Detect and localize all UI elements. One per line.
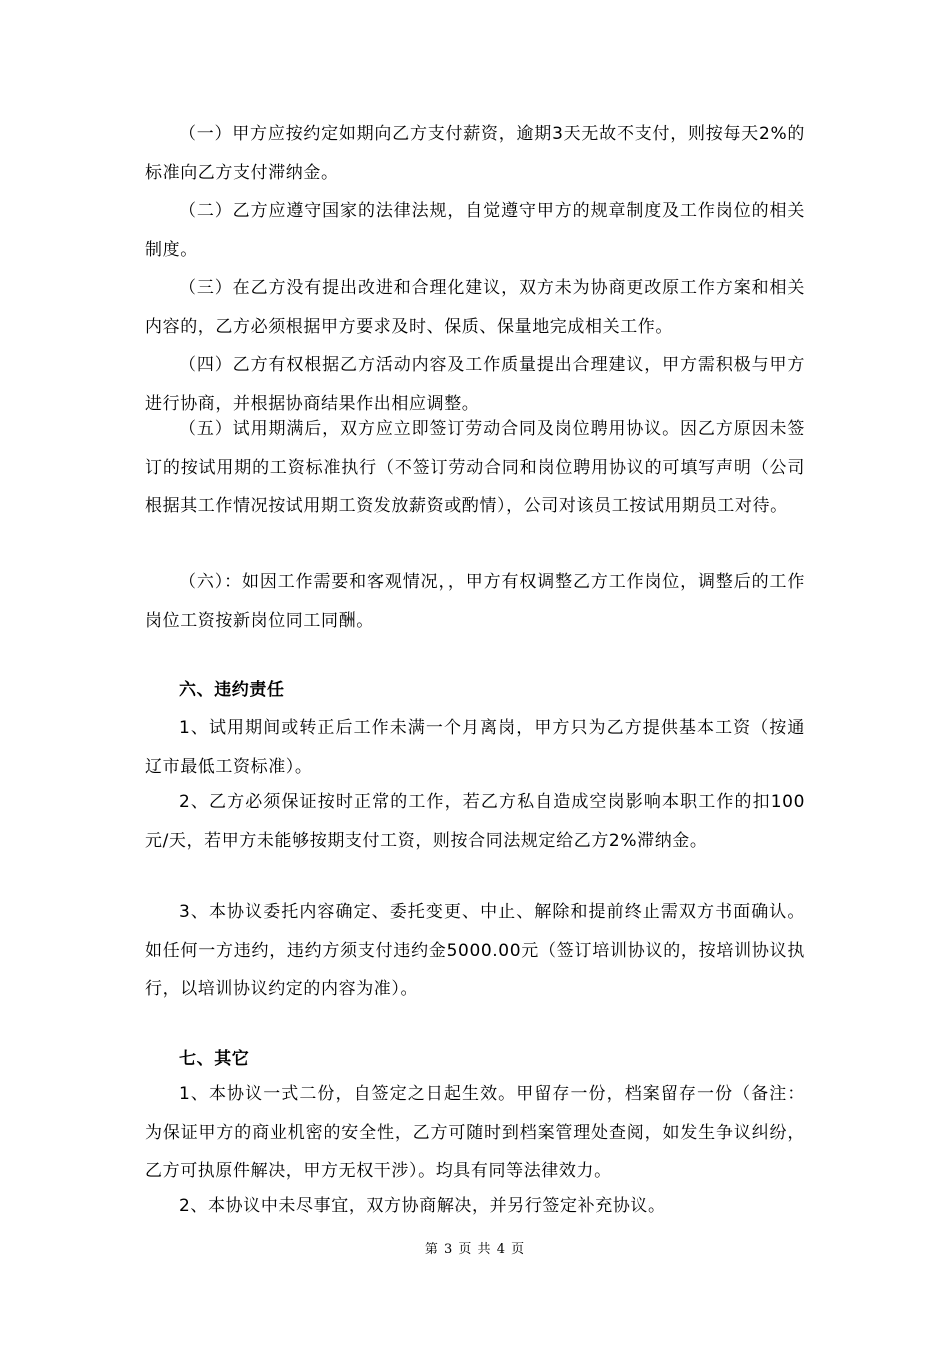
page-number-footer: 第 3 页 共 4 页 [424,1242,526,1257]
section-heading-other: 七、其它 [179,1049,250,1069]
clause-1: （一）甲方应按约定如期向乙方支付薪资，逾期3天无故不支付，则按每天2%的标准向乙方支付滞纳金。 [145,124,805,183]
breach-clause-2: 2、乙方必须保证按时正常的工作，若乙方私自造成空岗影响本职工作的扣100元/天，若甲方未能够按期支付工资，则按合同法规定给乙方2%滞纳金。 [145,792,805,851]
breach-clause-1: 1、试用期间或转正后工作未满一个月离岗，甲方只为乙方提供基本工资（按通辽市最低工资标准）。 [145,718,805,777]
section-heading-breach: 六、违约责任 [179,680,285,700]
clause-3: （三）在乙方没有提出改进和合理化建议，双方未为协商更改原工作方案和相关内容的，乙方必须根据甲方要求及时、保质、保量地完成相关工作。 [145,278,805,337]
other-clause-2: 2、本协议中未尽事宜，双方协商解决，并另行签定补充协议。 [179,1196,666,1216]
other-clause-1: 1、本协议一式二份，自签定之日起生效。甲留存一份，档案留存一份（备注：为保证甲方的商业机密的安全性，乙方可随时到档案管理处查阅，如发生争议纠纷，乙方可执原件解决，甲方无权干涉）。均具有同等法律效力。 [145,1084,805,1181]
clause-6: （六）：如因工作需要和客观情况，，甲方有权调整乙方工作岗位，调整后的工作岗位工资按新岗位同工同酬。 [145,572,805,631]
breach-clause-3: 3、本协议委托内容确定、委托变更、中止、解除和提前终止需双方书面确认。如任何一方违约，违约方须支付违约金5000.00元（签订培训协议的，按培训协议执行，以培训协议约定的内容为准）。 [145,902,805,999]
clause-5: （五）试用期满后，双方应立即签订劳动合同及岗位聘用协议。因乙方原因未签订的按试用期的工资标准执行（不签订劳动合同和岗位聘用协议的可填写声明（公司根据其工作情况按试用期工资发放薪资或酌情），公司对该员工按试用期员工对待。 [145,419,805,516]
clause-2: （二）乙方应遵守国家的法律法规，自觉遵守甲方的规章制度及工作岗位的相关制度。 [145,201,805,260]
clause-4: （四）乙方有权根据乙方活动内容及工作质量提出合理建议，甲方需积极与甲方进行协商，并根据协商结果作出相应调整。 [145,355,805,414]
